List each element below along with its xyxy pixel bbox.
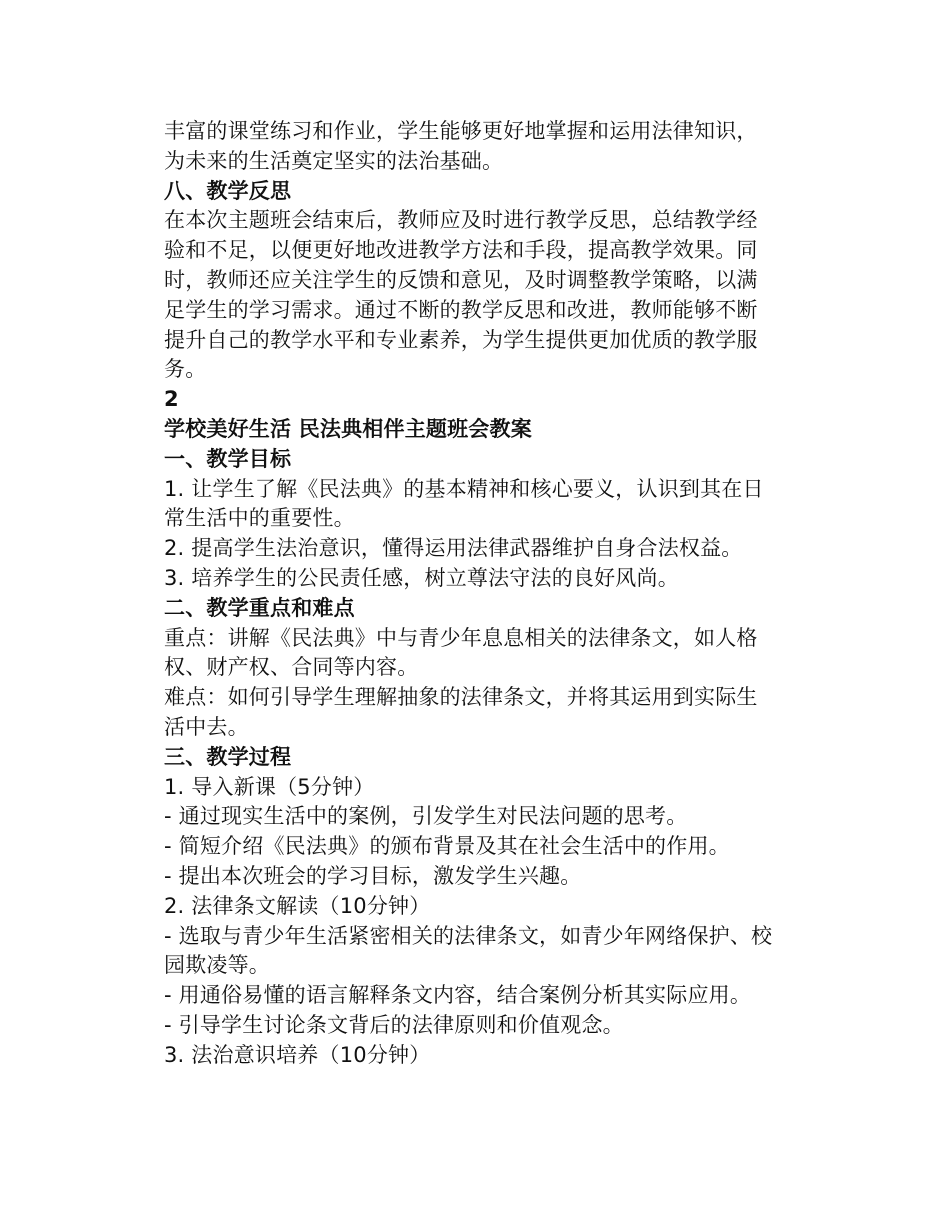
process-step-2: 2. 法律条文解读（10分钟） (164, 893, 431, 918)
document-title: 学校美好生活 民法典相伴主题班会教案 (164, 416, 532, 441)
paragraph-intro-continuation: 丰富的课堂练习和作业，学生能够更好地掌握和运用法律知识，为未来的生活奠定坚实的法治基础。 (164, 119, 758, 173)
section-heading-key-points: 二、教学重点和难点 (164, 595, 355, 620)
paragraph-reflection: 在本次主题班会结束后，教师应及时进行教学反思，总结教学经验和不足，以便更好地改进教学方法和手段，提高教学效果。同时，教师还应关注学生的反馈和意见，及时调整教学策略，以满足学生的学习需求。通过不断的教学反思和改进，教师能够不断提升自己的教学水平和专业素养，为学生提供更加优质的教学服务。 (164, 208, 758, 382)
key-point-focus: 重点：讲解《民法典》中与青少年息息相关的法律条文，如人格权、财产权、合同等内容。 (164, 625, 758, 680)
goal-item-3: 3. 培养学生的公民责任感，树立尊法守法的良好风尚。 (164, 565, 679, 590)
process-step-2-item-1: - 选取与青少年生活紧密相关的法律条文，如青少年网络保护、校园欺凌等。 (164, 923, 773, 978)
process-step-1-item-3: - 提出本次班会的学习目标，激发学生兴趣。 (164, 863, 582, 888)
goal-item-1: 1. 让学生了解《民法典》的基本精神和核心要义，认识到其在日常生活中的重要性。 (164, 476, 764, 531)
key-point-difficulty: 难点：如何引导学生理解抽象的法律条文，并将其运用到实际生活中去。 (164, 685, 758, 739)
section-heading-reflection: 八、教学反思 (164, 178, 292, 203)
page-number-marker: 2 (164, 387, 179, 412)
process-step-2-item-2: - 用通俗易懂的语言解释条文内容，结合案例分析其实际应用。 (164, 983, 752, 1008)
process-step-1-item-2: - 简短介绍《民法典》的颁布背景及其在社会生活中的作用。 (164, 834, 730, 859)
section-heading-process: 三、教学过程 (164, 744, 292, 769)
process-step-1: 1. 导入新课（5分钟） (164, 774, 375, 799)
goal-item-2: 2. 提高学生法治意识，懂得运用法律武器维护自身合法权益。 (164, 536, 743, 561)
process-step-2-item-3: - 引导学生讨论条文背后的法律原则和价值观念。 (164, 1012, 624, 1037)
section-heading-goals: 一、教学目标 (164, 446, 292, 471)
document-body (164, 117, 774, 1071)
process-step-3: 3. 法治意识培养（10分钟） (164, 1042, 431, 1067)
process-step-1-item-1: - 通过现实生活中的案例，引发学生对民法问题的思考。 (164, 804, 688, 829)
